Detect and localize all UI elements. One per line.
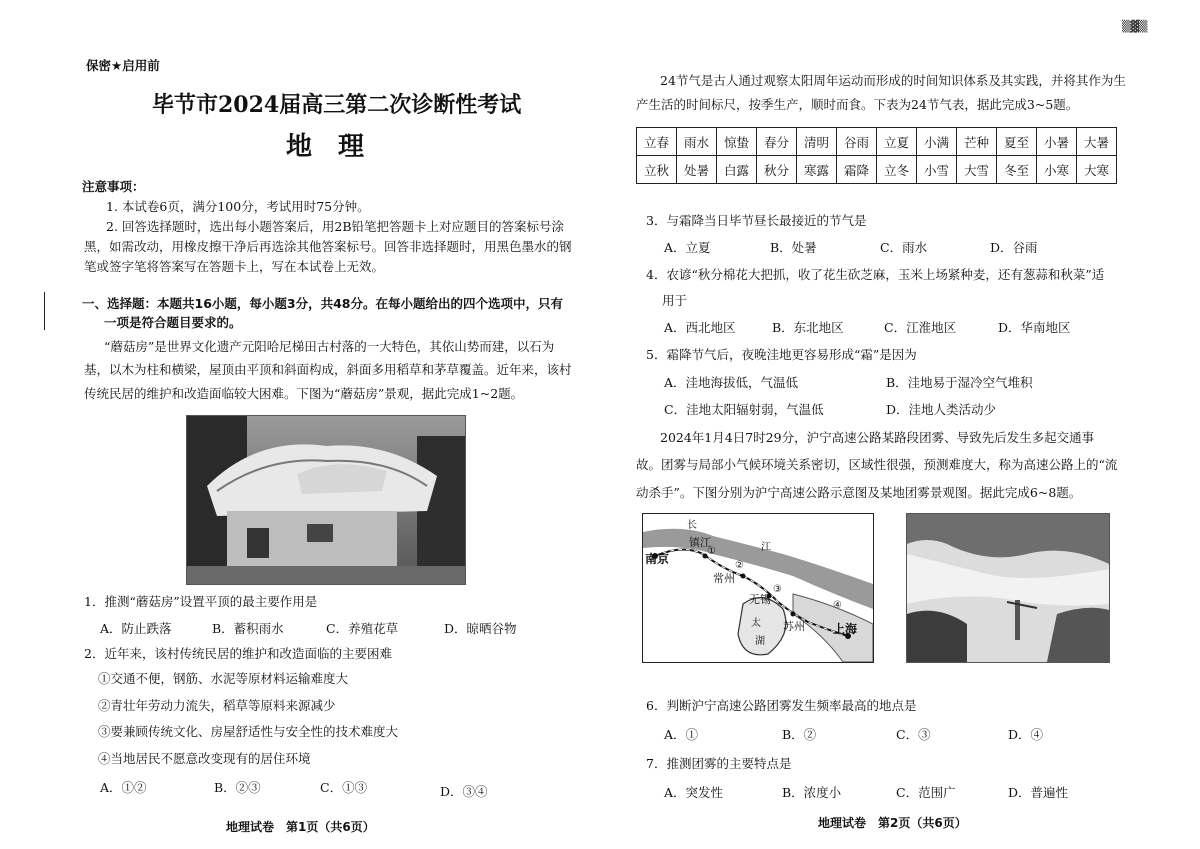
expressway-map [642, 513, 874, 663]
q7-option-d[interactable]: D．普遍性 [1008, 785, 1069, 800]
map-point-4: ④ [833, 600, 842, 611]
q5-option-c[interactable]: C．洼地太阳辐射弱，气温低 [664, 402, 824, 417]
term-cell: 雨水 [677, 128, 717, 156]
map-label-taihu-1: 太 [751, 618, 761, 629]
exam-title: 毕节市2024届高三第二次诊断性考试 [152, 92, 522, 118]
term-cell: 大寒 [1077, 156, 1117, 184]
q1-stem: 1．推测“蘑菇房”设置平顶的最主要作用是 [84, 594, 318, 609]
term-cell: 秋分 [757, 156, 797, 184]
intro-line1: 24节气是古人通过观察太阳周年运动而形成的时间知识体系及其实践，并将其作为生 [660, 73, 1126, 88]
margin-line [44, 292, 45, 330]
q7-option-b[interactable]: B．浓度小 [782, 785, 842, 800]
q3-stem: 3．与霜降当日毕节昼长最接近的节气是 [646, 213, 867, 228]
term-cell: 小满 [917, 128, 957, 156]
q3-option-c[interactable]: C．雨水 [880, 240, 928, 255]
passage-2-line1: 2024年1月4日7时29分，沪宁高速公路某路段团雾、导致先后发生多起交通事 [660, 430, 1095, 445]
note-2-line2: 黑，如需改动，用橡皮擦干净后再选涂其他答案标号。回答非选择题时，用黑色墨水的钢 [84, 239, 572, 254]
q2-statement-2: ②青壮年劳动力流失，稻草等原料来源减少 [98, 698, 336, 713]
section-1-line1: 一、选择题：本题共16小题，每小题3分，共48分。在每小题给出的四个选项中，只有 [82, 296, 563, 311]
term-cell: 芒种 [957, 128, 997, 156]
q7-stem: 7．推测团雾的主要特点是 [646, 756, 792, 771]
term-cell: 夏至 [997, 128, 1037, 156]
q3-option-a[interactable]: A．立夏 [664, 240, 711, 255]
map-label-river-2: 江 [761, 542, 771, 553]
confidential-label: 保密★启用前 [86, 58, 160, 73]
note-1: 1. 本试卷6页，满分100分，考试用时75分钟。 [106, 199, 370, 214]
term-cell: 寒露 [797, 156, 837, 184]
map-label-nanjing: 南京 [645, 552, 670, 566]
term-cell: 处暑 [677, 156, 717, 184]
subject-title: 地 理 [286, 132, 365, 162]
term-cell: 立冬 [877, 156, 917, 184]
q2-option-b[interactable]: B．②③ [214, 780, 261, 795]
solar-terms-row-1 [637, 128, 1117, 156]
map-point-3: ③ [773, 584, 782, 595]
passage-1-line3: 传统民居的维护和改造面临较大困难。下图为“蘑菇房”景观，据此完成1~2题。 [84, 386, 524, 401]
q3-option-b[interactable]: B．处暑 [770, 240, 817, 255]
q1-option-a[interactable]: A．防止跌落 [100, 621, 172, 636]
section-1-line2: 一项是符合题目要求的。 [104, 315, 242, 330]
passage-1-line2: 基，以木为柱和横梁，屋顶由平顶和斜面构成，斜面多用稻草和茅草覆盖。近年来，该村 [84, 362, 572, 377]
q4-option-b[interactable]: B．东北地区 [772, 320, 844, 335]
fog-landscape-photo [906, 513, 1110, 663]
q2-statement-1: ①交通不便，钢筋、水泥等原材料运输难度大 [98, 671, 349, 686]
solar-terms-row-2 [637, 156, 1117, 184]
term-cell: 立秋 [637, 156, 677, 184]
term-cell: 大暑 [1077, 128, 1117, 156]
q4-option-c[interactable]: C．江淮地区 [884, 320, 957, 335]
term-cell: 谷雨 [837, 128, 877, 156]
intro-line2: 产生活的时间标尺，按季生产，顺时而食。下表为24节气表，据此完成3~5题。 [636, 97, 1079, 112]
term-cell: 小暑 [1037, 128, 1077, 156]
term-cell: 立夏 [877, 128, 917, 156]
q6-option-b[interactable]: B．② [782, 727, 817, 742]
fog-landscape-image [907, 514, 1109, 662]
map-label-zhenjiang: 镇江 [689, 536, 711, 549]
page-1-footer: 地理试卷 第1页（共6页） [226, 820, 375, 834]
map-label-changzhou: 常州 [713, 572, 735, 585]
term-cell: 冬至 [997, 156, 1037, 184]
q1-option-d[interactable]: D．晾晒谷物 [444, 621, 517, 636]
q2-statement-4: ④当地居民不愿意改变现有的居住环境 [98, 751, 311, 766]
map-label-wuxi: 无锡 [749, 593, 771, 606]
notes-heading: 注意事项： [82, 179, 145, 194]
solar-terms-table [636, 127, 1117, 184]
map-label-shanghai: 上海 [833, 622, 858, 636]
q4-stem: 4．农谚“秋分棉花大把抓，收了花生砍芝麻，玉米上场紧种麦，还有葱蒜和秋菜”适 [646, 267, 1105, 282]
q2-option-d[interactable]: D．③④ [440, 784, 488, 799]
mushroom-house-image [187, 416, 465, 584]
q6-stem: 6．判断沪宁高速公路团雾发生频率最高的地点是 [646, 698, 917, 713]
q6-option-d[interactable]: D．④ [1008, 727, 1044, 742]
term-cell: 小寒 [1037, 156, 1077, 184]
q2-option-c[interactable]: C．①③ [320, 780, 368, 795]
passage-1-line1: “蘑菇房”是世界文化遗产元阳哈尼梯田古村落的一大特色，其依山势而建，以石为 [104, 339, 555, 354]
q7-option-a[interactable]: A．突发性 [664, 785, 724, 800]
q6-option-c[interactable]: C．③ [896, 727, 931, 742]
term-cell: 大雪 [957, 156, 997, 184]
map-label-river-1: 长 [687, 520, 697, 531]
q5-option-d[interactable]: D．洼地人类活动少 [886, 402, 997, 417]
q1-option-b[interactable]: B．蓄积雨水 [212, 621, 284, 636]
q5-option-a[interactable]: A．洼地海拔低，气温低 [664, 375, 799, 390]
q4-option-a[interactable]: A．西北地区 [664, 320, 736, 335]
term-cell: 清明 [797, 128, 837, 156]
q2-option-a[interactable]: A．①② [100, 780, 147, 795]
q2-stem: 2．近年来，该村传统民居的维护和改造面临的主要困难 [84, 646, 392, 661]
term-cell: 惊蛰 [717, 128, 757, 156]
q5-stem: 5．霜降节气后，夜晚洼地更容易形成“霜”是因为 [646, 347, 917, 362]
note-2-line1: 2. 回答选择题时，选出每小题答案后，用2B铅笔把答题卡上对应题目的答案标号涂 [106, 219, 565, 234]
passage-2-line3: 动杀手”。下图分别为沪宁高速公路示意图及某地团雾景观图。据此完成6~8题。 [636, 485, 1082, 500]
corner-stamp-icon: ▒▓▒ [1122, 20, 1148, 33]
term-cell: 霜降 [837, 156, 877, 184]
page-2-footer: 地理试卷 第2页（共6页） [818, 816, 967, 830]
q5-option-b[interactable]: B．洼地易于湿冷空气堆积 [886, 375, 1033, 390]
q3-option-d[interactable]: D．谷雨 [990, 240, 1038, 255]
mushroom-house-photo [186, 415, 466, 585]
q4-option-d[interactable]: D．华南地区 [998, 320, 1071, 335]
q4-stem-cont: 用于 [662, 293, 688, 308]
map-point-2: ② [735, 560, 744, 571]
q7-option-c[interactable]: C．范围广 [896, 785, 956, 800]
passage-2-line2: 故。团雾与局部小气候环境关系密切，区域性很强，预测难度大，称为高速公路上的“流 [636, 457, 1118, 472]
map-label-suzhou: 苏州 [783, 620, 805, 633]
map-point-1: ① [707, 546, 716, 557]
note-2-line3: 笔或签字笔将答案写在答题卡上，写在本试卷上无效。 [84, 259, 385, 274]
term-cell: 白露 [717, 156, 757, 184]
term-cell: 春分 [757, 128, 797, 156]
q6-option-a[interactable]: A．① [664, 727, 699, 742]
map-label-taihu-2: 湖 [755, 636, 765, 647]
q1-option-c[interactable]: C．养殖花草 [326, 621, 399, 636]
term-cell: 立春 [637, 128, 677, 156]
term-cell: 小雪 [917, 156, 957, 184]
q2-statement-3: ③要兼顾传统文化、房屋舒适性与安全性的技术难度大 [98, 724, 399, 739]
